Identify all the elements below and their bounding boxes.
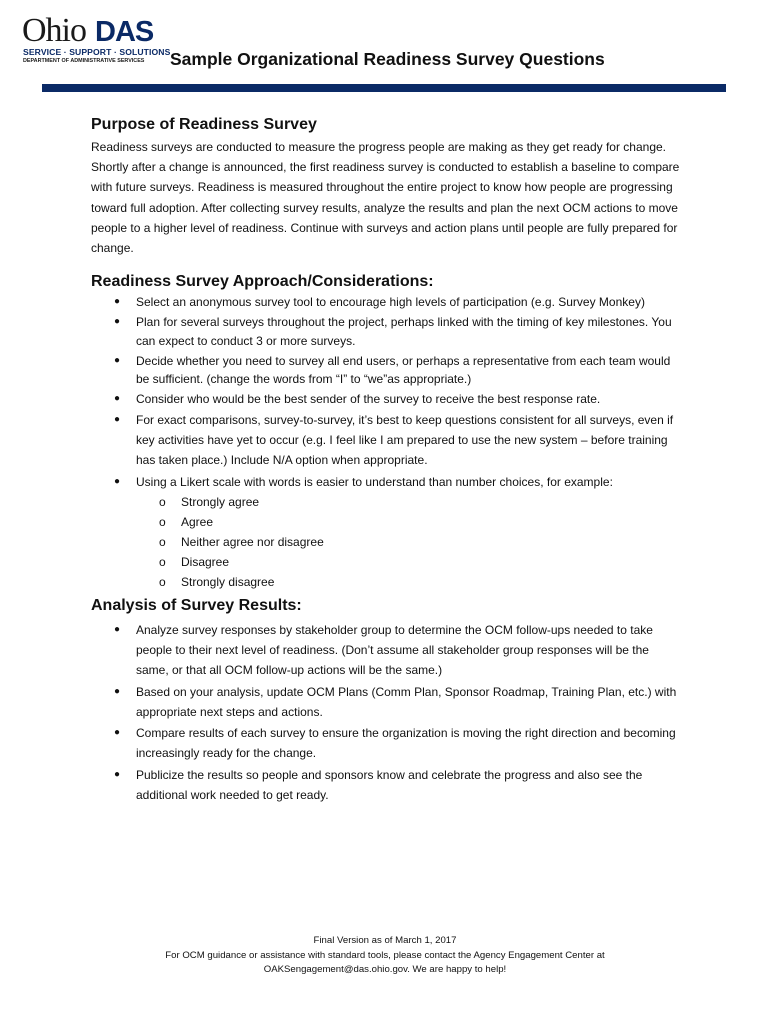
list-item xyxy=(91,352,681,389)
list-item-text: Analyze survey responses by stakeholder group to determine the OCM follow-ups needed to take people to their next level of readiness. (Don’t assume all stakeholder group responses will be the same, or that all OCM follow-up actions will be the same.) xyxy=(136,623,653,677)
bullet-icon: ● xyxy=(114,316,121,327)
circle-bullet-icon: o xyxy=(159,554,166,569)
list-item-text: Consider who would be the best sender of the survey to receive the best response rate. xyxy=(136,392,601,406)
purpose-paragraph: Readiness surveys are conducted to measure the progress people are making as they get ready for change. Shortly after a change is announced, the first readiness survey is conducted to establish a baseline to compare with future surveys. Readiness is measured throughout the entire project to know how people are progressing toward full adoption. After collecting survey results, analyze the results and plan the next OCM actions to move people to a higher level of readiness. Continue with surveys and action plans until people are fully prepared for change. xyxy=(91,140,680,256)
bullet-icon: ● xyxy=(114,685,121,697)
logo-department: DEPARTMENT OF ADMINISTRATIVE SERVICES xyxy=(23,58,145,64)
likert-option-text: Disagree xyxy=(181,554,230,569)
likert-option xyxy=(136,552,681,572)
ohio-das-logo xyxy=(22,12,171,68)
circle-bullet-icon: o xyxy=(159,534,166,549)
footer-email: OAKSengagement@das.ohio.gov. We are happy to help! xyxy=(263,964,507,975)
circle-bullet-icon: o xyxy=(159,514,166,529)
bullet-icon: ● xyxy=(114,624,121,635)
approach-list xyxy=(91,293,681,593)
list-item-text: Decide whether you need to survey all end users, or perhaps a representative from each team would be sufficient. (change the words from “I” to “we”as appropriate.) xyxy=(136,353,671,386)
logo-das-text: DAS xyxy=(95,16,154,48)
circle-bullet-icon: o xyxy=(159,494,166,509)
purpose-heading: Purpose of Readiness Survey xyxy=(91,116,317,133)
list-item-text: Based on your analysis, update OCM Plans (Comm Plan, Sponsor Roadmap, Training Plan, etc.) with appropriate next steps and actions. xyxy=(136,684,677,719)
footer-version: Final Version as of March 1, 2017 xyxy=(313,935,457,946)
analysis-heading: Analysis of Survey Results: xyxy=(91,597,302,614)
bullet-icon: ● xyxy=(114,296,121,307)
circle-bullet-icon: o xyxy=(159,574,166,589)
list-item-text: Select an anonymous survey tool to encourage high levels of participation (e.g. Survey Monkey) xyxy=(136,295,645,309)
likert-option xyxy=(136,492,681,512)
logo-tagline: SERVICE · SUPPORT · SOLUTIONS xyxy=(23,47,171,57)
footer xyxy=(0,934,770,978)
likert-option-text: Strongly disagree xyxy=(181,574,275,589)
list-item xyxy=(91,293,681,312)
logo-ohio-text: Ohio xyxy=(22,12,86,49)
bullet-icon: ● xyxy=(114,393,121,404)
document-title: Sample Organizational Readiness Survey Questions xyxy=(170,49,605,69)
list-item-text: Compare results of each survey to ensure the organization is moving the right direction and becoming increasingly ready for the change. xyxy=(136,726,676,760)
likert-option xyxy=(136,572,681,592)
likert-option xyxy=(136,532,681,552)
list-item xyxy=(91,313,681,350)
list-item-text: For exact comparisons, survey-to-survey, it’s best to keep questions consistent for all surveys, even if key activities have yet to occur (e.g. I feel like I am prepared to use the new system – before training has taken place.) Include N/A option when appropriate. xyxy=(136,413,674,467)
list-item xyxy=(91,410,681,470)
analysis-list xyxy=(91,620,681,806)
list-item xyxy=(91,620,681,680)
list-item-text: Publicize the results so people and sponsors know and celebrate the progress and also see the additional work needed to get ready. xyxy=(136,767,643,802)
approach-heading: Readiness Survey Approach/Considerations: xyxy=(91,273,434,290)
likert-option-text: Strongly agree xyxy=(181,494,260,509)
header-divider xyxy=(42,84,726,92)
footer-contact: For OCM guidance or assistance with standard tools, please contact the Agency Engagement Center at xyxy=(165,949,605,961)
list-item xyxy=(91,723,681,763)
bullet-icon: ● xyxy=(114,354,121,366)
bullet-icon: ● xyxy=(114,414,121,425)
likert-option-text: Agree xyxy=(181,514,214,529)
list-item xyxy=(91,682,681,722)
likert-option-text: Neither agree nor disagree xyxy=(181,534,324,549)
bullet-icon: ● xyxy=(114,475,121,487)
list-item xyxy=(91,472,681,592)
list-item xyxy=(91,390,681,409)
list-item xyxy=(91,765,681,805)
bullet-icon: ● xyxy=(114,768,121,780)
list-item-text: Using a Likert scale with words is easier to understand than number choices, for example: xyxy=(136,474,613,489)
bullet-icon: ● xyxy=(114,727,121,738)
likert-scale-list xyxy=(136,492,681,592)
list-item-text: Plan for several surveys throughout the project, perhaps linked with the timing of key milestones. You can expect to conduct 3 or more surveys. xyxy=(136,315,672,348)
likert-option xyxy=(136,512,681,532)
